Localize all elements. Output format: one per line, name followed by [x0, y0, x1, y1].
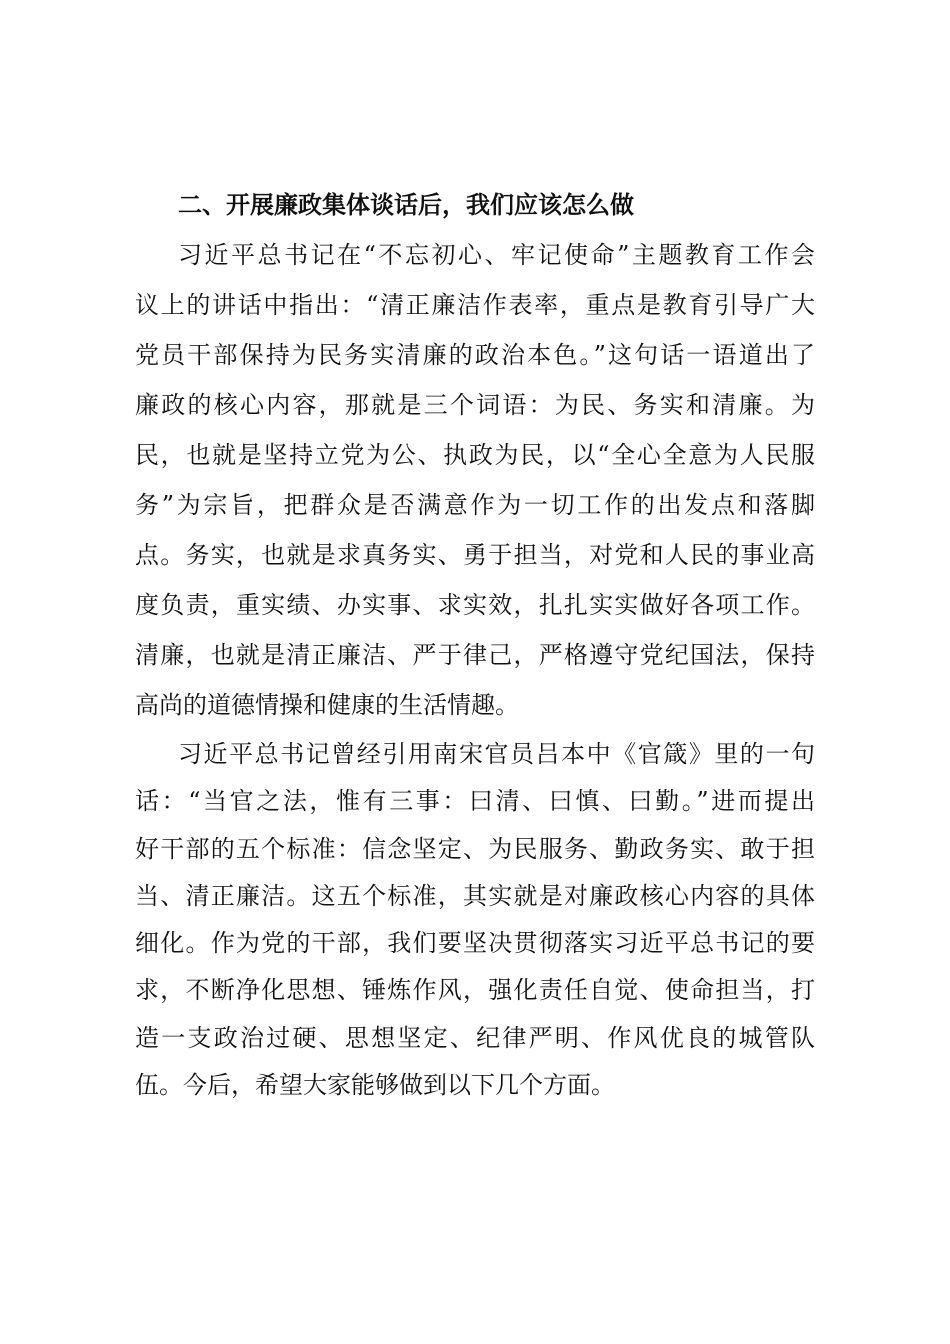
paragraph-line: 廉政的核心内容，那就是三个词语：为民、务实和清廉。为 [135, 391, 815, 419]
paragraph-line: 习近平总书记在“不忘初心、牢记使命”主题教育工作会 [178, 241, 815, 269]
paragraph-2 [135, 731, 815, 1109]
paragraph-line: 议上的讲话中指出：“清正廉洁作表率，重点是教育引导广大 [135, 291, 815, 319]
paragraph-line: 务”为宗旨，把群众是否满意作为一切工作的出发点和落脚 [135, 491, 815, 519]
section-heading: 二、开展廉政集体谈话后，我们应该怎么做 [178, 191, 634, 219]
paragraph-line: 习近平总书记曾经引用南宋官员吕本中《官箴》里的一句 [178, 740, 815, 768]
paragraph-line: 求，不断净化思想、锤炼作风，强化责任自觉、使命担当，打 [135, 976, 815, 1005]
paragraph-line: 伍。今后，希望大家能够做到以下几个方面。 [135, 1071, 615, 1100]
paragraph-line: 党员干部保持为民务实清廉的政治本色。”这句话一语道出了 [135, 341, 815, 369]
paragraph-line: 当、清正廉洁。这五个标准，其实就是对廉政核心内容的具体 [135, 881, 815, 910]
paragraph-line: 度负责，重实绩、办实事、求实效，扎扎实实做好各项工作。 [135, 591, 815, 619]
paragraph-line: 高尚的道德情操和健康的生活情趣。 [135, 691, 519, 719]
paragraph-line: 话：“当官之法，惟有三事：曰清、曰慎、曰勤。”进而提出 [135, 787, 815, 816]
paragraph-line: 点。务实，也就是求真务实、勇于担当，对党和人民的事业高 [135, 541, 815, 569]
paragraph-line: 细化。作为党的干部，我们要坚决贯彻落实习近平总书记的要 [135, 929, 815, 958]
paragraph-line: 清廉，也就是清正廉洁、严于律己，严格遵守党纪国法，保持 [135, 641, 815, 669]
paragraph-line: 民，也就是坚持立党为公、执政为民，以“全心全意为人民服 [135, 441, 815, 469]
paragraph-line: 造一支政治过硬、思想坚定、纪律严明、作风优良的城管队 [135, 1023, 815, 1052]
paragraph-line: 好干部的五个标准：信念坚定、为民服务、勤政务实、敢于担 [135, 834, 815, 863]
paragraph-1 [135, 230, 815, 730]
